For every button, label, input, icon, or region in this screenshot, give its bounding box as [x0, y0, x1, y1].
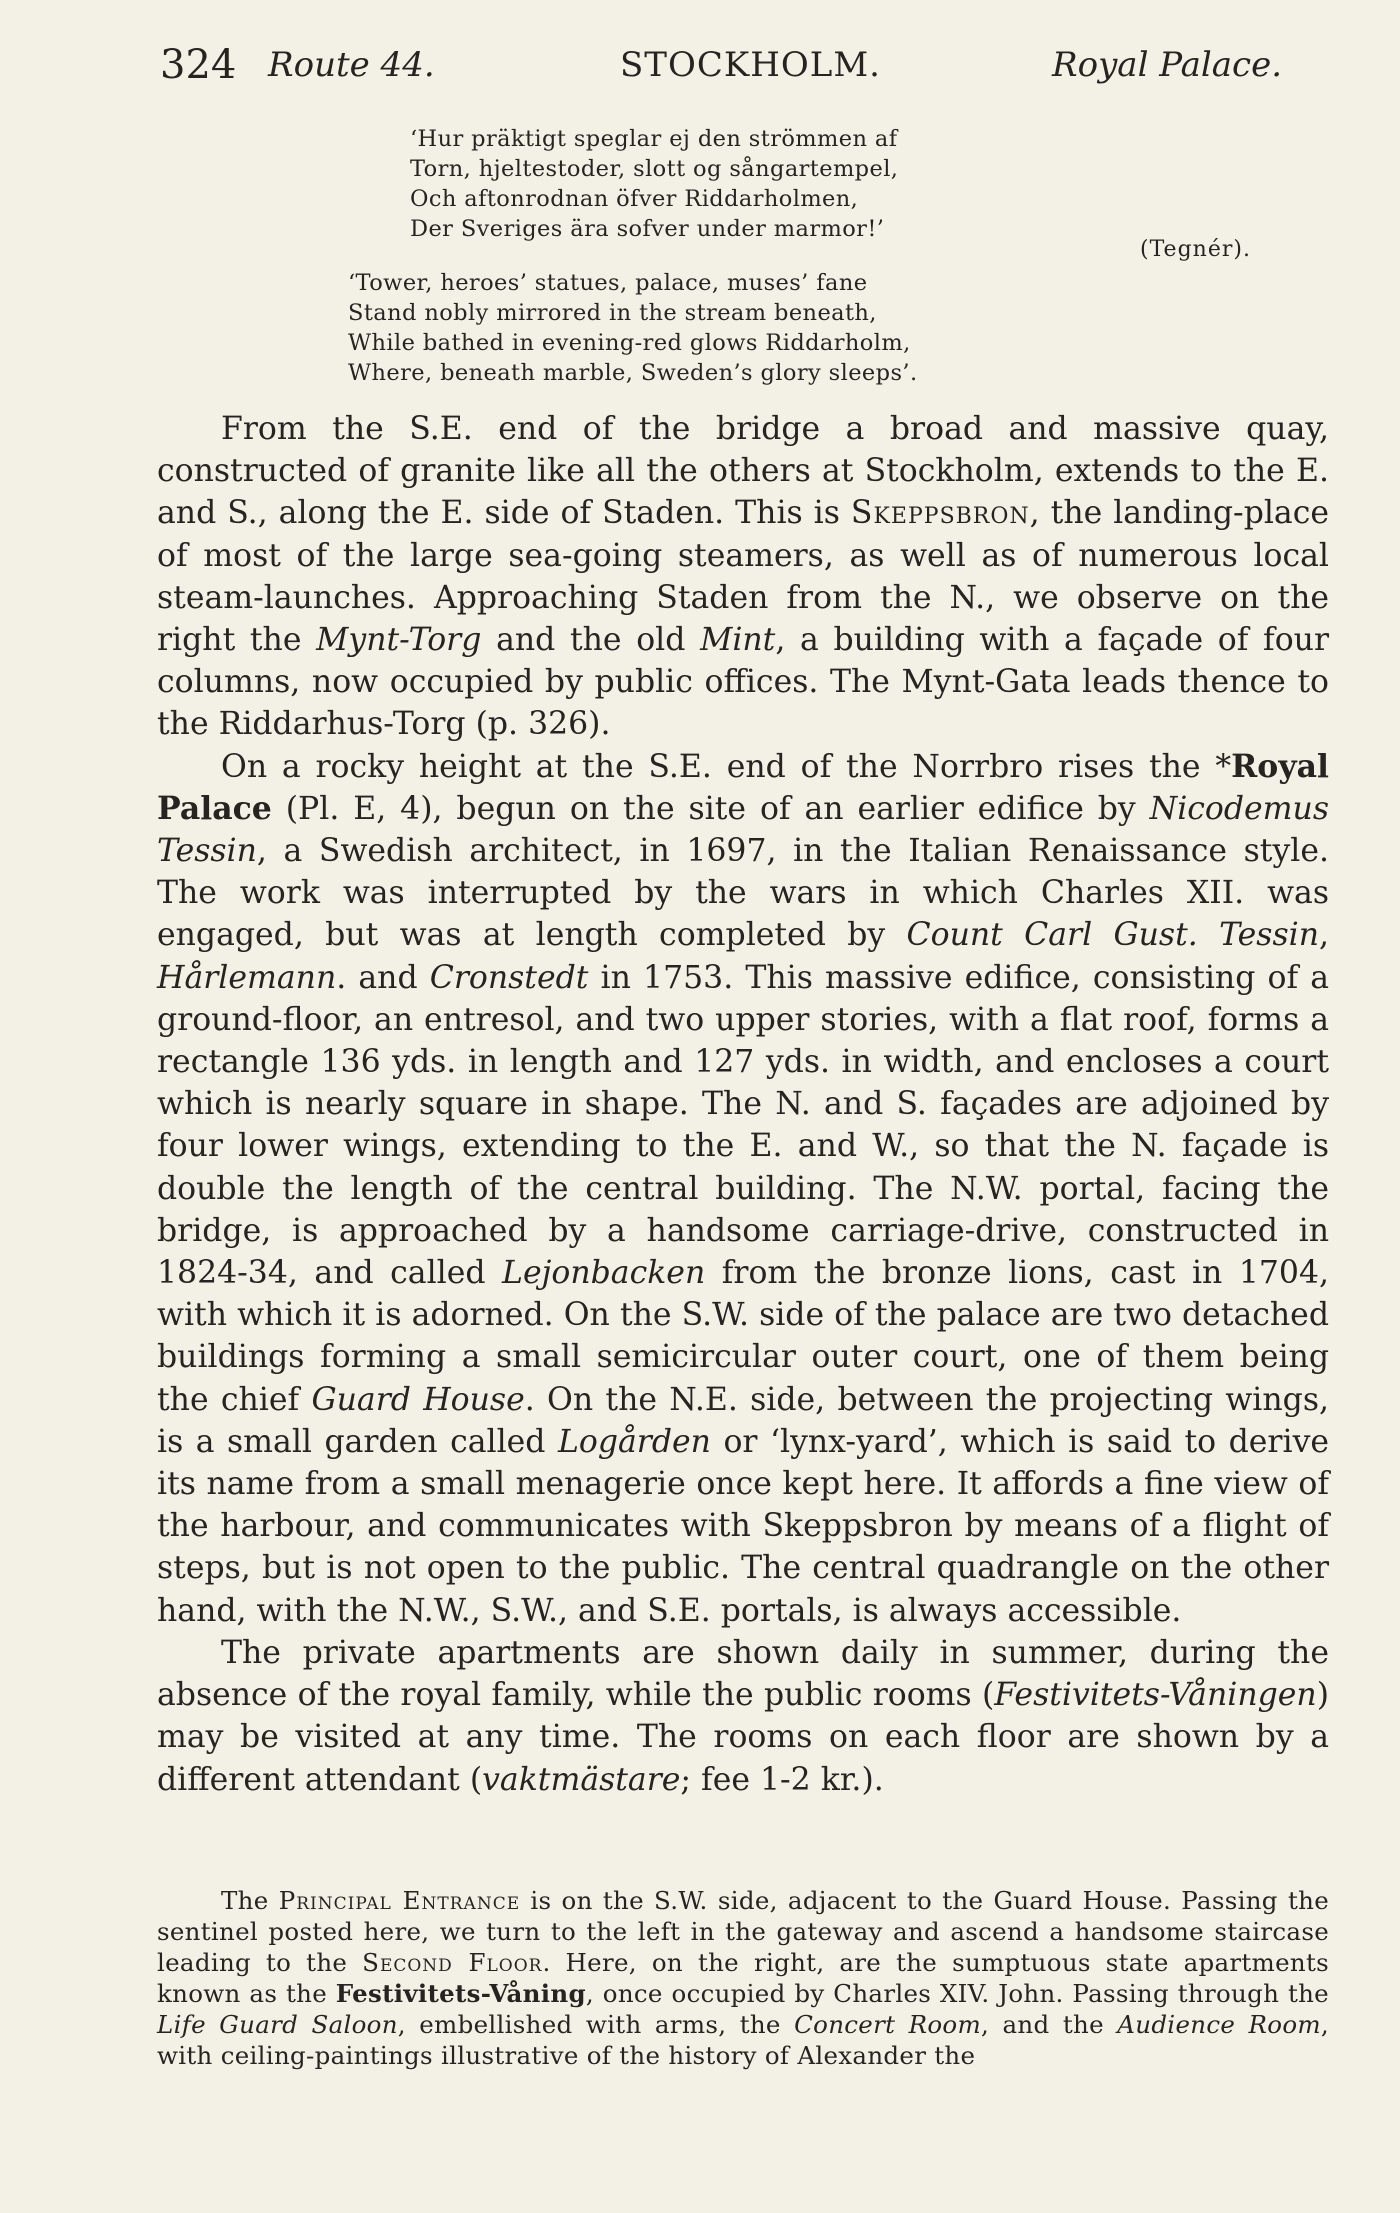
place-name: Guard House [311, 1381, 525, 1418]
text-run: The private apartments are shown daily in summer, during the absence of the royal family, while the public rooms ( [157, 1634, 1329, 1714]
poem-line: Stand nobly mirrored in the stream beneath, [348, 300, 877, 326]
poem-english [348, 268, 918, 388]
city-title: STOCKHOLM. [620, 45, 881, 85]
place-name: Mynt-Torg [316, 622, 482, 659]
place-name: Festivitets-Våning [335, 1979, 586, 2008]
place-name: Logården [557, 1423, 711, 1460]
paragraph-apartments [157, 1632, 1329, 1801]
text-run: On a rocky height at the S.E. end of the Norrbro rises the * [221, 748, 1232, 785]
text-run: . and [336, 959, 430, 996]
text-run: ; fee 1-2 kr.). [680, 1761, 884, 1798]
text-run: , and the [981, 2010, 1118, 2039]
text-run: , embellished with arms, the [397, 2010, 795, 2039]
text-run: in 1753. This massive edifice, consisting of a ground-floor, an entresol, and two upper stories, with a flat roof, forms a rectangle 136 yds. in length and 127 yds. in width, and encloses a court which is nearly square in shape. The N. and S. façades are adjoined by four lower wings, extending to the E. and W., so that the N. façade is double the length of the central building. The N.W. portal, facing the bridge, is approached by a handsome carriage-drive, constructed in 1824-34, and called [157, 959, 1329, 1292]
poem-line: ‘Tower, heroes’ statues, palace, muses’ fane [348, 270, 868, 296]
paragraph-skeppsbron [157, 408, 1329, 746]
poem-swedish [410, 124, 898, 244]
poem-line: Torn, hjeltestoder, slott og sångartempel, [410, 156, 899, 182]
poem-line: Where, beneath marble, Sweden’s glory sleeps’. [348, 360, 918, 386]
poem-line: Der Sveriges ära sofver under marmor!’ [410, 216, 885, 242]
room-name: Audience Room [1117, 2010, 1321, 2039]
route-label: Route 44. [268, 45, 435, 85]
poem-line: Och aftonrodnan öfver Riddarholmen, [410, 186, 859, 212]
place-name: Lejonbacken [502, 1255, 706, 1292]
paragraph-royal-palace [157, 746, 1329, 1632]
term: vaktmästare [482, 1761, 681, 1798]
text-run: . On the N.E. side, between the projecting wings, is a small garden called [157, 1381, 1329, 1460]
section-name: Principal Entrance [278, 1886, 521, 1915]
main-text [157, 408, 1329, 1801]
room-name: Life Guard Saloon [157, 2010, 398, 2039]
person-name: Hårlemann [157, 959, 337, 996]
room-name: Concert Room [794, 2010, 982, 2039]
text-run: , once occupied by Charles XIV. John. Passing through the [585, 1979, 1329, 2008]
text-run: from the bronze lions, cast in 1704, with which it is adorned. On the S.W. side of the palace are two detached buildings forming a small semicircular outer court, one of them being the chief [157, 1255, 1329, 1418]
text-run: , a Swedish architect, in 1697, in the Italian Renaissance style. The work was interrupted by the wars in which Charles XII. was engaged, but was at length completed by [157, 833, 1329, 954]
text-run: is on the S.W. side, adjacent to the Guard House. Passing the sentinel posted here, we turn to the left in the gateway and ascend a handsome staircase leading to the [157, 1886, 1329, 1977]
paragraph-principal-entrance [157, 1885, 1329, 2071]
section-name: Second Floor [362, 1948, 543, 1977]
place-name: Skeppsbron [850, 495, 1030, 532]
text-run: , with ceiling-paintings illustrative of the history of Alexander the [157, 2010, 1329, 2070]
poem-line: While bathed in evening-red glows Riddarholm, [348, 330, 911, 356]
text-run: , the landing-place of most of the large sea-going steamers, as well as of numerous local steam-launches. Approaching Staden from the N., we observe on the right the [157, 495, 1329, 659]
person-name: Count Carl Gust. Tessin [906, 917, 1319, 954]
text-run: , a building with a façade of four columns, now occupied by public offices. The Mynt-Gata leads thence to the Riddarhus-Torg (p. 326). [157, 622, 1330, 743]
place-name: Mint [700, 622, 776, 659]
text-run: From the S.E. end of the bridge a broad and massive quay, constructed of granite like all the others at Stockholm, extends to the E. and S., along the E. side of Staden. This is [157, 411, 1329, 532]
page-number: 324 [160, 42, 237, 88]
text-run: ) may be visited at any time. The rooms on each floor are shown by a different attendant ( [157, 1677, 1329, 1798]
small-print-text [157, 1885, 1329, 2071]
text-run: , [1318, 917, 1329, 954]
term: Festivitets-Våningen [994, 1677, 1317, 1714]
text-run: (Pl. E, 4), begun on the site of an earlier edifice by [271, 790, 1150, 827]
person-name: Cronstedt [429, 959, 589, 996]
text-run: The [221, 1886, 279, 1915]
running-head [160, 40, 1282, 90]
text-run: or ‘lynx-yard’, which is said to derive its name from a small menagerie once kept here. It affords a fine view of the harbour, and communicates with Skeppsbron by means of a flight of steps, but is not open to the public. The central quadrangle on the other hand, with the N.W., S.W., and S.E. portals, is always accessible. [157, 1423, 1329, 1629]
section-title: Royal Palace. [1052, 45, 1282, 85]
poem-attribution: (Tegnér). [1140, 237, 1251, 262]
text-run: . Here, on the right, are the sumptuous state apartments known as the [157, 1948, 1329, 2008]
text-run: and the old [481, 622, 701, 659]
place-name: Royal Palace [157, 747, 1329, 827]
person-name: Nicodemus Tessin [157, 790, 1329, 870]
poem-line: ‘Hur präktigt speglar ej den strömmen af [410, 126, 898, 152]
